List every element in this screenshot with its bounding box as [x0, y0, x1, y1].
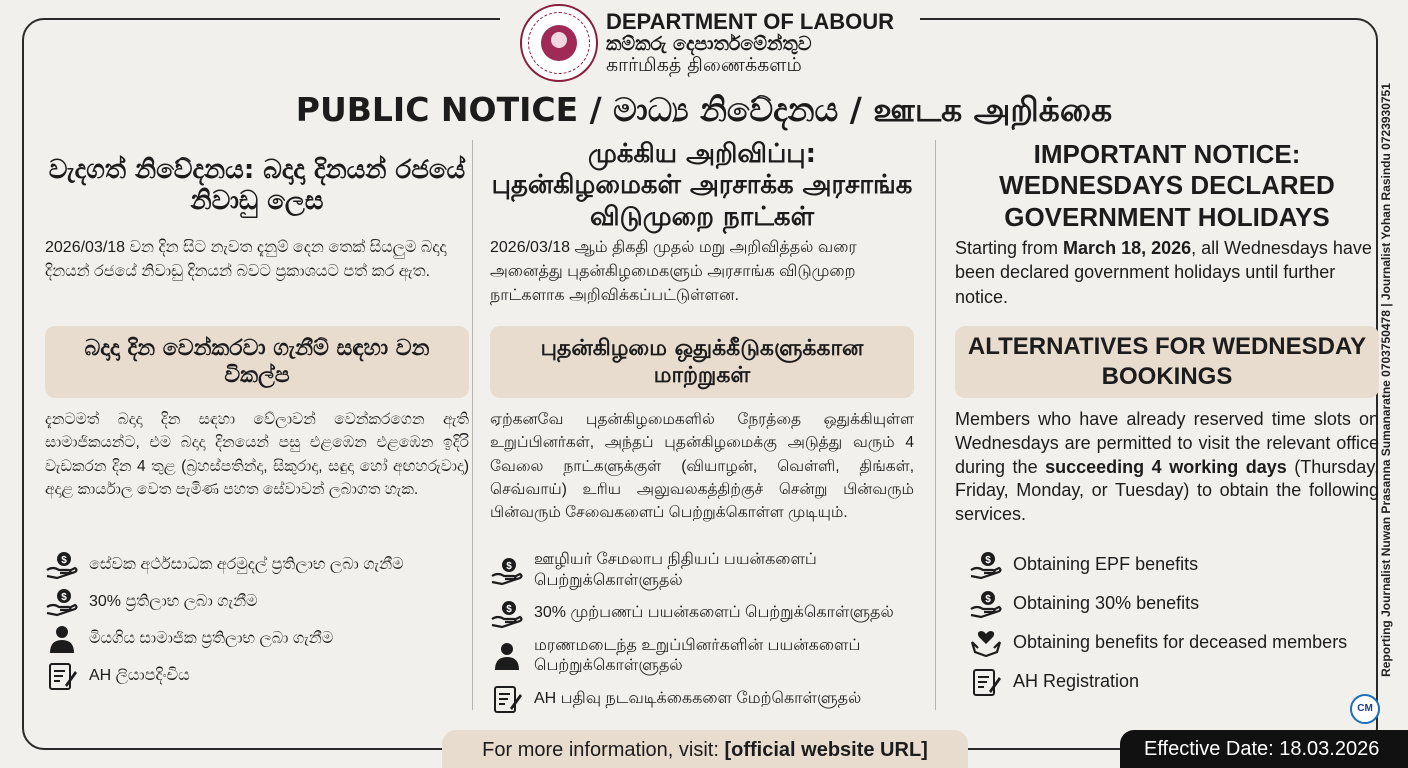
list-item: [45, 661, 469, 691]
list-item: [45, 624, 469, 654]
more-info-text: For more information, visit:: [482, 739, 725, 761]
money-hand-icon: [969, 550, 1003, 580]
body-text: Members who have already reserved time slots on Wednesdays are permitted to visit the relevant office during the: [955, 409, 1379, 477]
alternatives-heading: புதன்கிழமை ஒதுக்கீடுகளுக்கான மாற்றுகள்: [490, 326, 914, 398]
body-emphasis: succeeding 4 working days: [1045, 456, 1287, 477]
more-info-footer: [442, 730, 968, 768]
alternatives-heading: බදාදා දින වෙන්කරවා ගැනීම් සඳහා වන විකල්ප: [45, 326, 469, 398]
column-title: முக்கிய அறிவிப்பு: புதன்கிழமைகள் அரசாக்க அரசாங்க விடுமுறை நாட்கள்: [491, 139, 913, 232]
department-name-sinhala: කම්කරු දෙපාර්තමේන්තුව: [606, 33, 812, 56]
column-intro: 2026/03/18 වන දින සිට නැවත දැනුම් දෙන තෙක් සියලුම බදාදා දිනයන් රජයේ නිවාඩු දිනයන් බවට ප්‍රකාශයට පත් කර ඇත.: [45, 239, 447, 280]
list-item: [490, 684, 914, 714]
department-name-tamil: கார்மிகத் திணைக்களம்: [606, 54, 802, 77]
list-item: [490, 636, 914, 678]
service-label: AH Registration: [1013, 671, 1140, 692]
service-label: මියගිය සාමාජික ප්‍රතිලාභ ලබා ගැනීම: [89, 629, 334, 647]
intro-text: Starting from: [955, 238, 1064, 258]
english-column: [955, 136, 1379, 706]
list-item: [955, 667, 1379, 697]
list-item: [955, 589, 1379, 619]
money-hand-icon: [45, 587, 79, 617]
service-label: Obtaining EPF benefits: [1013, 554, 1199, 575]
column-title: IMPORTANT NOTICE: WEDNESDAYS DECLARED GOVERNMENT HOLIDAYS: [999, 139, 1335, 232]
service-label: 30% முற்பணப் பயன்களைப் பெற்றுக்கொள்ளுதல்: [534, 604, 894, 622]
department-name-english: DEPARTMENT OF LABOUR: [606, 9, 895, 35]
list-item: [490, 599, 914, 629]
document-pen-icon: [969, 667, 1003, 697]
svg-text:$: $: [506, 560, 512, 572]
service-label: සේවක අර්ථසාධක අරමුදල් ප්‍රතිලාභ ලබා ගැනීම: [89, 555, 404, 573]
svg-text:$: $: [506, 603, 512, 615]
heart-hand-icon: [969, 628, 1003, 658]
column-divider: [935, 140, 936, 710]
service-list: [490, 550, 914, 714]
service-label: AH பதிவு நடவடிக்கைகளை மேற்கொள்ளுதல்: [534, 689, 862, 707]
service-label: ஊழியர் சேமலாப நிதியப் பயன்களைப் பெற்றுக்கொள்ளுதல்: [534, 551, 817, 589]
department-seal-icon: [520, 4, 598, 82]
money-hand-icon: [490, 599, 524, 629]
column-intro: 2026/03/18 ஆம் திகதி முதல் மறு அறிவித்தல் வரை அனைத்து புதன்கிழமைகளும் அரசாங்க விடுமுறை நாட்களாக அறிவிக்கப்பட்டுள்ளன.: [490, 239, 857, 304]
list-item: [45, 587, 469, 617]
official-website-link[interactable]: [official website URL]: [724, 739, 928, 761]
column-intro: [955, 236, 1379, 324]
alternatives-body: [955, 408, 1379, 546]
service-label: Obtaining benefits for deceased members: [1013, 632, 1348, 653]
intro-text: , all Wednesdays have been declared government holidays until further notice.: [955, 238, 1372, 307]
body-text: (Thursday, Friday, Monday, or Tuesday) to obtain the following services.: [955, 456, 1379, 524]
effective-date-badge: Effective Date: 18.03.2026: [1120, 730, 1408, 768]
journalist-credit: Reporting Journalist Nuwan Prasanna Sumanaratne 0703750478 | Journalist Yohan Rasindu 0723930751: [1379, 83, 1393, 677]
document-pen-icon: [490, 684, 524, 714]
service-label: AH ලියාපදිංචිය: [89, 666, 190, 684]
document-pen-icon: [45, 661, 79, 691]
money-hand-icon: [490, 556, 524, 586]
svg-text:$: $: [61, 592, 67, 603]
service-list: [45, 550, 469, 691]
list-item: [490, 550, 914, 592]
intro-date: March 18, 2026: [1063, 238, 1192, 258]
service-label: 30% ප්‍රතිලාභ ලබා ගැනීම: [89, 592, 258, 610]
column-title: වැදගත් නිවේදනය: බදාදා දිනයන් රජයේ නිවාඩු ලෙස: [48, 154, 466, 216]
person-icon: [490, 641, 524, 671]
sinhala-column: [45, 136, 469, 698]
alternatives-body: ஏற்கனவே புதன்கிழமைகளில் நேரத்தை ஒதுக்கியுள்ள உறுப்பினர்கள், அந்தப் புதன்கிழமைக்கு அடுத்து வரும் 4 வேலை நாட்களுக்குள் (வியாழன், வெள்ளி, திங்கள், செவ்வாய்) உரிய அலுவலகத்திற்குச் சென்று பின்வரும் பின்வரும் சேவைகளைப் பெற்றுக்கொள்ள முடியும்.: [490, 411, 914, 521]
list-item: [955, 550, 1379, 580]
svg-text:$: $: [985, 594, 991, 605]
service-label: Obtaining 30% benefits: [1013, 593, 1200, 614]
list-item: [45, 550, 469, 580]
person-icon: [45, 624, 79, 654]
department-header: [520, 4, 894, 82]
svg-text:$: $: [985, 555, 991, 566]
svg-text:$: $: [61, 555, 67, 566]
list-item: [955, 628, 1379, 658]
money-hand-icon: [969, 589, 1003, 619]
tamil-column: [490, 136, 914, 721]
alternatives-body: දැනටමත් බදාදා දින සඳහා වේලාවන් වෙන්කරගෙන ඇති සාමාජිකයන්ට, එම බදාදා දිනයෙන් පසු එළඹෙන එළඹෙන ඉදිරි වැඩකරන දින 4 තුළ (බ්‍රහස්පතින්දා, සිකුරාදා, සඳුදා හෝ අඟහරුවාදා) අදාළ කාර්යාල වෙත පැමිණ පහත සේවාවන් ලබාගත හැක.: [45, 411, 469, 498]
column-divider: [472, 140, 473, 710]
cm-media-logo: CM: [1350, 694, 1380, 724]
service-list: [955, 550, 1379, 697]
service-label: மரணமடைந்த உறுப்பினர்களின் பயன்களைப் பெற்றுக்கொள்ளுதல்: [534, 636, 861, 675]
money-hand-icon: [45, 550, 79, 580]
alternatives-heading: ALTERNATIVES FOR WEDNESDAY BOOKINGS: [955, 326, 1379, 398]
public-notice-title: PUBLIC NOTICE / මාධ්‍ය නිවේදනය / ஊடக அறிக்கை: [295, 90, 1113, 129]
